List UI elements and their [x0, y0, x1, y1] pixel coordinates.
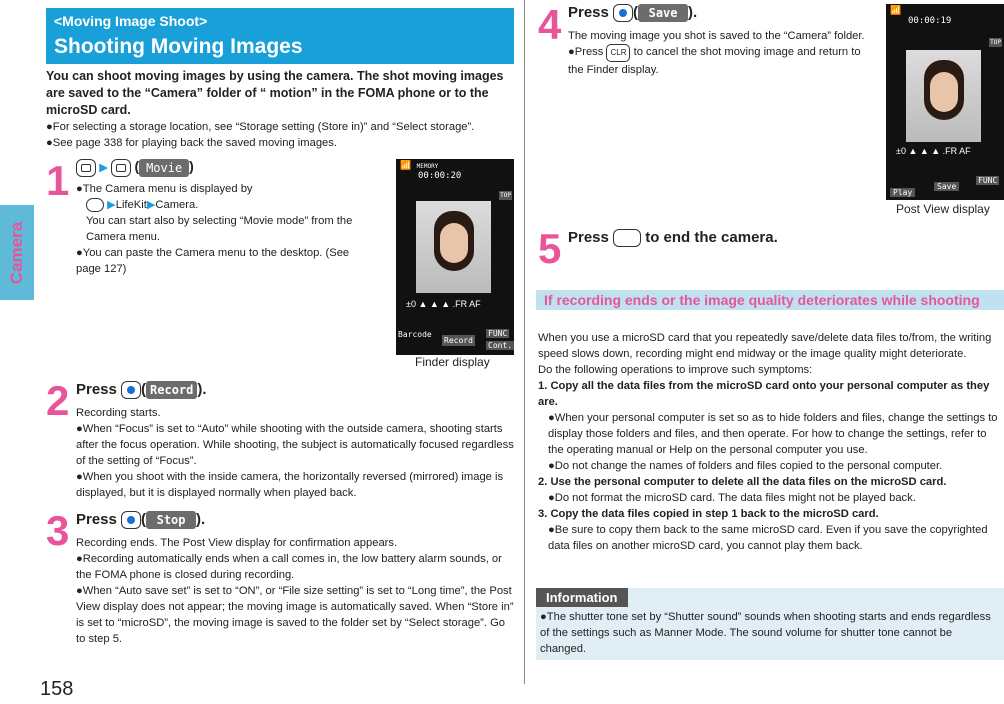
step-bullet: ●When you shoot with the inside camera, the horizontally reversed (mirrored) image is displayed, but it is displayed normally when played back. [76, 471, 504, 499]
step-3-number: 3 [46, 507, 70, 554]
finder-timer: 00:00:20 [418, 171, 462, 181]
column-divider [524, 0, 525, 684]
end-call-key-icon [613, 229, 641, 247]
top-icon: TOP [500, 192, 511, 199]
side-tab-label: Camera [0, 205, 34, 300]
center-key-icon [121, 381, 141, 399]
step-bullet: ●Press CLR to cancel the shot moving image and return to the Finder display. [568, 46, 861, 76]
clr-key-icon: CLR [606, 44, 630, 62]
page-title: Shooting Moving Images [54, 35, 303, 58]
step-4-title: Press ( Save ). [568, 4, 698, 21]
step-1-body: ●The Camera menu is displayed by ▶LifeKit▶Camera. You can start also by selecting “Movie mode” from the Camera menu. ●You can paste the Camera menu to the desktop. (See page 127) [76, 181, 376, 277]
center-key-icon [613, 4, 633, 22]
step-lead: Recording starts. [76, 407, 161, 419]
step-5-title: Press to end the camera. [568, 229, 778, 246]
camera-key-icon [76, 159, 96, 177]
step-3-title: Press ( Stop ). [76, 511, 206, 528]
finder-display-image [396, 159, 514, 355]
page-number: 158 [40, 678, 74, 700]
camera-settings-icons: ±0 ▲ ▲ ▲ .FR AF [406, 299, 481, 309]
softkey-save: Save [934, 182, 959, 191]
step-1-number: 1 [46, 157, 70, 204]
step-bullet: ●You can paste the Camera menu to the desktop. (See page 127) [76, 247, 350, 275]
status-bar: 📶 [890, 6, 902, 16]
step-bullet: ●The Camera menu is displayed by [76, 183, 253, 195]
top-icon: TOP [990, 39, 1001, 46]
intro-text [46, 68, 516, 151]
step-bullet: ●Recording automatically ends when a call comes in, the low battery alarm sounds, or the FOMA phone is closed during recording. [76, 553, 502, 581]
finder-caption: Finder display [415, 355, 490, 369]
intro-paragraph: You can shoot moving images by using the camera. The shot moving images are saved to the “Camera” folder of “ motion” in the FOMA phone or to the microSD card. [46, 69, 504, 117]
section-item: 1. Copy all the data files from the microSD card onto your personal computer as they are. [538, 380, 990, 408]
step-2-body [76, 405, 516, 501]
movie-softkey: Movie [139, 159, 189, 177]
press-label: Press [568, 4, 609, 21]
softkey-func: FUNC [488, 329, 508, 338]
step-2-title: Press ( Record ). [76, 381, 207, 398]
information-heading: Information [536, 588, 628, 607]
section-paragraph: When you use a microSD card that you repeatedly save/delete data files to/from, the writing speed slows down, recording might end midway or the image quality might deteriorate. [538, 332, 992, 360]
camera-key-icon [111, 159, 131, 177]
section-bullet: ●Be sure to copy them back to the same microSD card. Even if you save the copyrighted data files on another microSD card, you cannot play them back. [548, 524, 988, 552]
section-item: 2. Use the personal computer to delete all the data files on the microSD card. [538, 476, 947, 488]
softkey-play: Play [890, 188, 915, 197]
post-view-display-image [886, 4, 1004, 200]
softkey-cont: Cont. [488, 341, 513, 350]
step-2-number: 2 [46, 377, 70, 424]
step-4-number: 4 [538, 1, 562, 48]
step-4-body [568, 28, 868, 78]
camera-settings-icons: ±0 ▲ ▲ ▲ .FR AF [896, 146, 971, 156]
nav-camera: Camera. [155, 199, 199, 211]
arrow-icon: ▶ [99, 162, 109, 174]
center-key-icon [121, 511, 141, 529]
section-body [538, 330, 1004, 554]
press-label: Press [76, 381, 117, 398]
nav-lifekit: LifeKit [115, 199, 147, 211]
subject-face [416, 201, 491, 293]
section-bullet: ●Do not change the names of folders and files copied to the personal computer. [548, 460, 943, 472]
intro-bullet: ●For selecting a storage location, see “Storage setting (Store in)” and “Select storage”. [46, 121, 475, 133]
save-softkey: Save [638, 4, 688, 22]
softkey-barcode: Barcode [398, 330, 432, 339]
step-lead: The moving image you shot is saved to the “Camera” folder. [568, 30, 865, 42]
section-paragraph: Do the following operations to improve such symptoms: [538, 364, 813, 376]
step-1-title: ▶ ( Movie ) [76, 158, 194, 177]
postview-timer: 00:00:19 [908, 16, 952, 26]
side-tab [0, 0, 34, 704]
section-heading: If recording ends or the image quality deteriorates while shooting [536, 290, 1004, 310]
intro-bullet: ●See page 338 for playing back the saved moving images. [46, 137, 337, 149]
stop-softkey: Stop [146, 511, 196, 529]
menu-key-icon [86, 198, 104, 212]
postview-caption: Post View display [896, 202, 990, 216]
step-3-body [76, 535, 516, 647]
press-label: Press [76, 511, 117, 528]
subject-face [906, 50, 981, 142]
header-subtitle: <Moving Image Shoot> [54, 13, 208, 29]
section-bullet: ●When your personal computer is set so as to hide folders and files, change the settings to display those folders and files, and then operate. For how to change the settings, refer to the operating manual or Help on the personal computer you use. [548, 412, 998, 456]
information-bullet: ●The shutter tone set by “Shutter sound” sounds when shooting starts and ends regardless of the settings such as Manner Mode. The sound volume for shutter tone cannot be changed. [540, 611, 991, 655]
step-lead: Recording ends. The Post View display for confirmation appears. [76, 537, 398, 549]
information-box [536, 588, 1004, 660]
softkey-func: FUNC [978, 176, 998, 185]
section-item: 3. Copy the data files copied in step 1 back to the microSD card. [538, 508, 879, 520]
step-bullet: ●When “Auto save set” is set to “ON”, or “File size setting” is set to “Long time”, the Post View display does not appear; the moving image is automatically saved. When “Store in” is set to “microSD”, the moving image is saved to the folder set by “Select storage”. Go to step 5. [76, 585, 514, 645]
section-header [46, 8, 514, 64]
step-5-number: 5 [538, 225, 562, 272]
softkey-record: Record [444, 336, 473, 345]
section-bullet: ●Do not format the microSD card. The data files might not be played back. [548, 492, 916, 504]
record-softkey: Record [146, 381, 197, 399]
status-bar: 📶 MEMORY [400, 161, 439, 171]
step-note: You can start also by selecting “Movie mode” from the Camera menu. [86, 215, 353, 243]
step-bullet: ●When “Focus” is set to “Auto” while shooting with the outside camera, shooting starts after the focus operation. While shooting, the subject is automatically focused regardless of the setting of “Focus”. [76, 423, 514, 467]
